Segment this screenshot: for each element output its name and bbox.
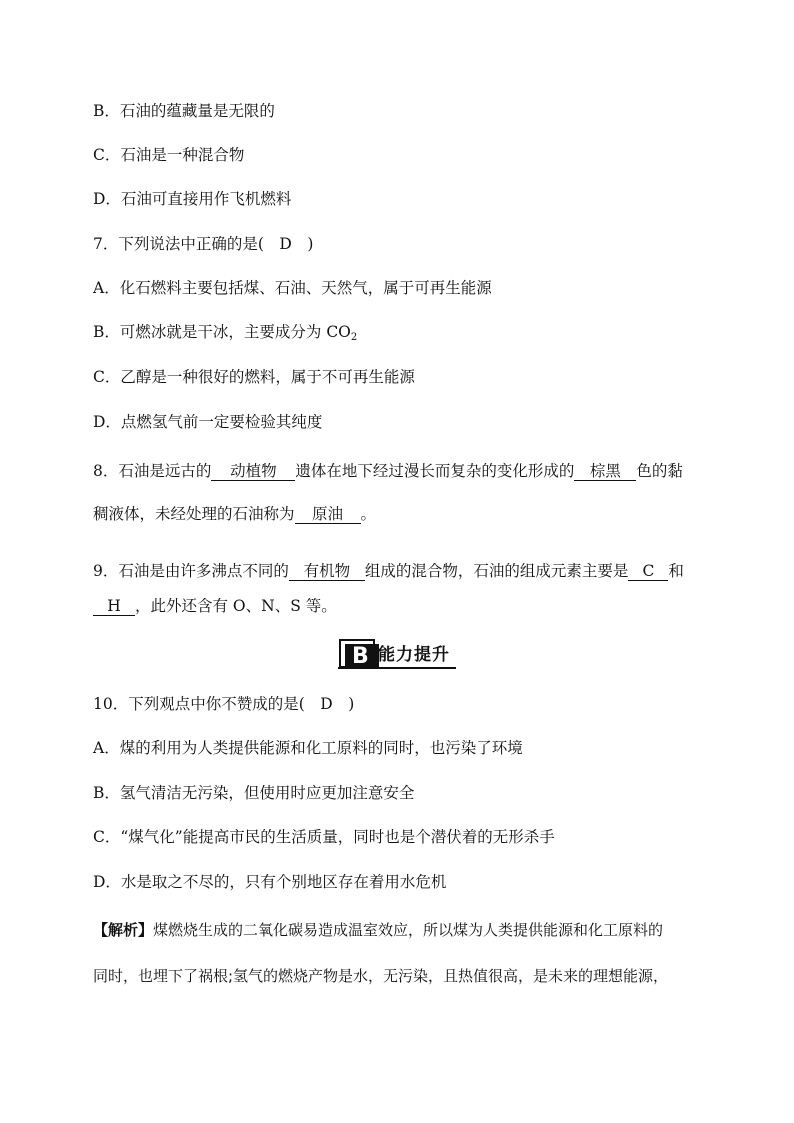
q8-text-2: 遗体在地下经过漫长而复杂的变化形成的 — [295, 462, 575, 480]
q7-option-b-subscript: 2 — [350, 332, 358, 343]
q10-option-a: A．煤的利用为人类提供能源和化工原料的同时，也污染了环境 — [93, 739, 523, 757]
q7-stem: 7．下列说法中正确的是( D ) — [93, 235, 314, 253]
analysis-line-2: 同时，也埋下了祸根;氢气的燃烧产物是水，无污染，且热值很高，是未来的理想能源， — [93, 967, 669, 985]
q8-blank-1: 动植物 — [211, 462, 295, 481]
q10-option-d: D．水是取之不尽的，只有个别地区存在着用水危机 — [93, 873, 447, 891]
q9-blank-2: C — [628, 562, 668, 581]
q7-option-a: A．化石燃料主要包括煤、石油、天然气，属于可再生能源 — [93, 279, 492, 297]
q8-blank-2: 棕黑 — [574, 462, 636, 481]
q10-option-b: B．氢气清洁无污染，但使用时应更加注意安全 — [93, 784, 415, 802]
q8-text-4: 稠液体，未经处理的石油称为 — [93, 505, 295, 523]
q10-option-c: C．“煤气化”能提高市民的生活质量，同时也是个潜伏着的无形杀手 — [93, 828, 555, 846]
q9-blank-3: H — [93, 597, 135, 616]
q6-option-d: D．石油可直接用作飞机燃料 — [93, 190, 292, 208]
q9-text-1: 9．石油是由许多沸点不同的 — [93, 562, 289, 580]
q7-option-b-text: B．可燃冰就是干冰，主要成分为 CO — [93, 323, 351, 341]
analysis-line-1 — [93, 920, 663, 940]
q6-option-c: C．石油是一种混合物 — [93, 146, 245, 164]
q9-text-2: 组成的混合物，石油的组成元素主要是 — [364, 562, 629, 580]
q9-text-4: ，此外还含有 O、N、S 等。 — [135, 597, 337, 615]
q9-line-1 — [93, 561, 684, 581]
q8-text-5: 。 — [360, 505, 377, 523]
q8-blank-3: 原油 — [295, 505, 361, 524]
q6-option-b: B．石油的蕴藏量是无限的 — [93, 102, 275, 120]
analysis-tag: 【解析】 — [93, 921, 154, 939]
section-letter: B — [352, 644, 369, 669]
q7-option-d: D．点燃氢气前一定要检验其纯度 — [93, 413, 323, 431]
analysis-text-1: 煤燃烧生成的二氧化碳易造成温室效应，所以煤为人类提供能源和化工原料的 — [153, 921, 664, 939]
q8-text-1: 8．石油是远古的 — [93, 462, 212, 480]
q9-line-2 — [93, 596, 337, 616]
q9-blank-1: 有机物 — [289, 562, 365, 581]
q8-line-1 — [93, 461, 683, 481]
q8-text-3: 色的黏 — [636, 462, 683, 480]
q7-option-b — [93, 322, 357, 348]
q10-stem: 10．下列观点中你不赞成的是( D ) — [93, 695, 355, 713]
q7-option-c: C．乙醇是一种很好的燃料，属于不可再生能源 — [93, 368, 415, 386]
q9-text-3: 和 — [668, 562, 684, 580]
section-title: 能力提升 — [378, 645, 450, 665]
q8-line-2 — [93, 504, 376, 524]
